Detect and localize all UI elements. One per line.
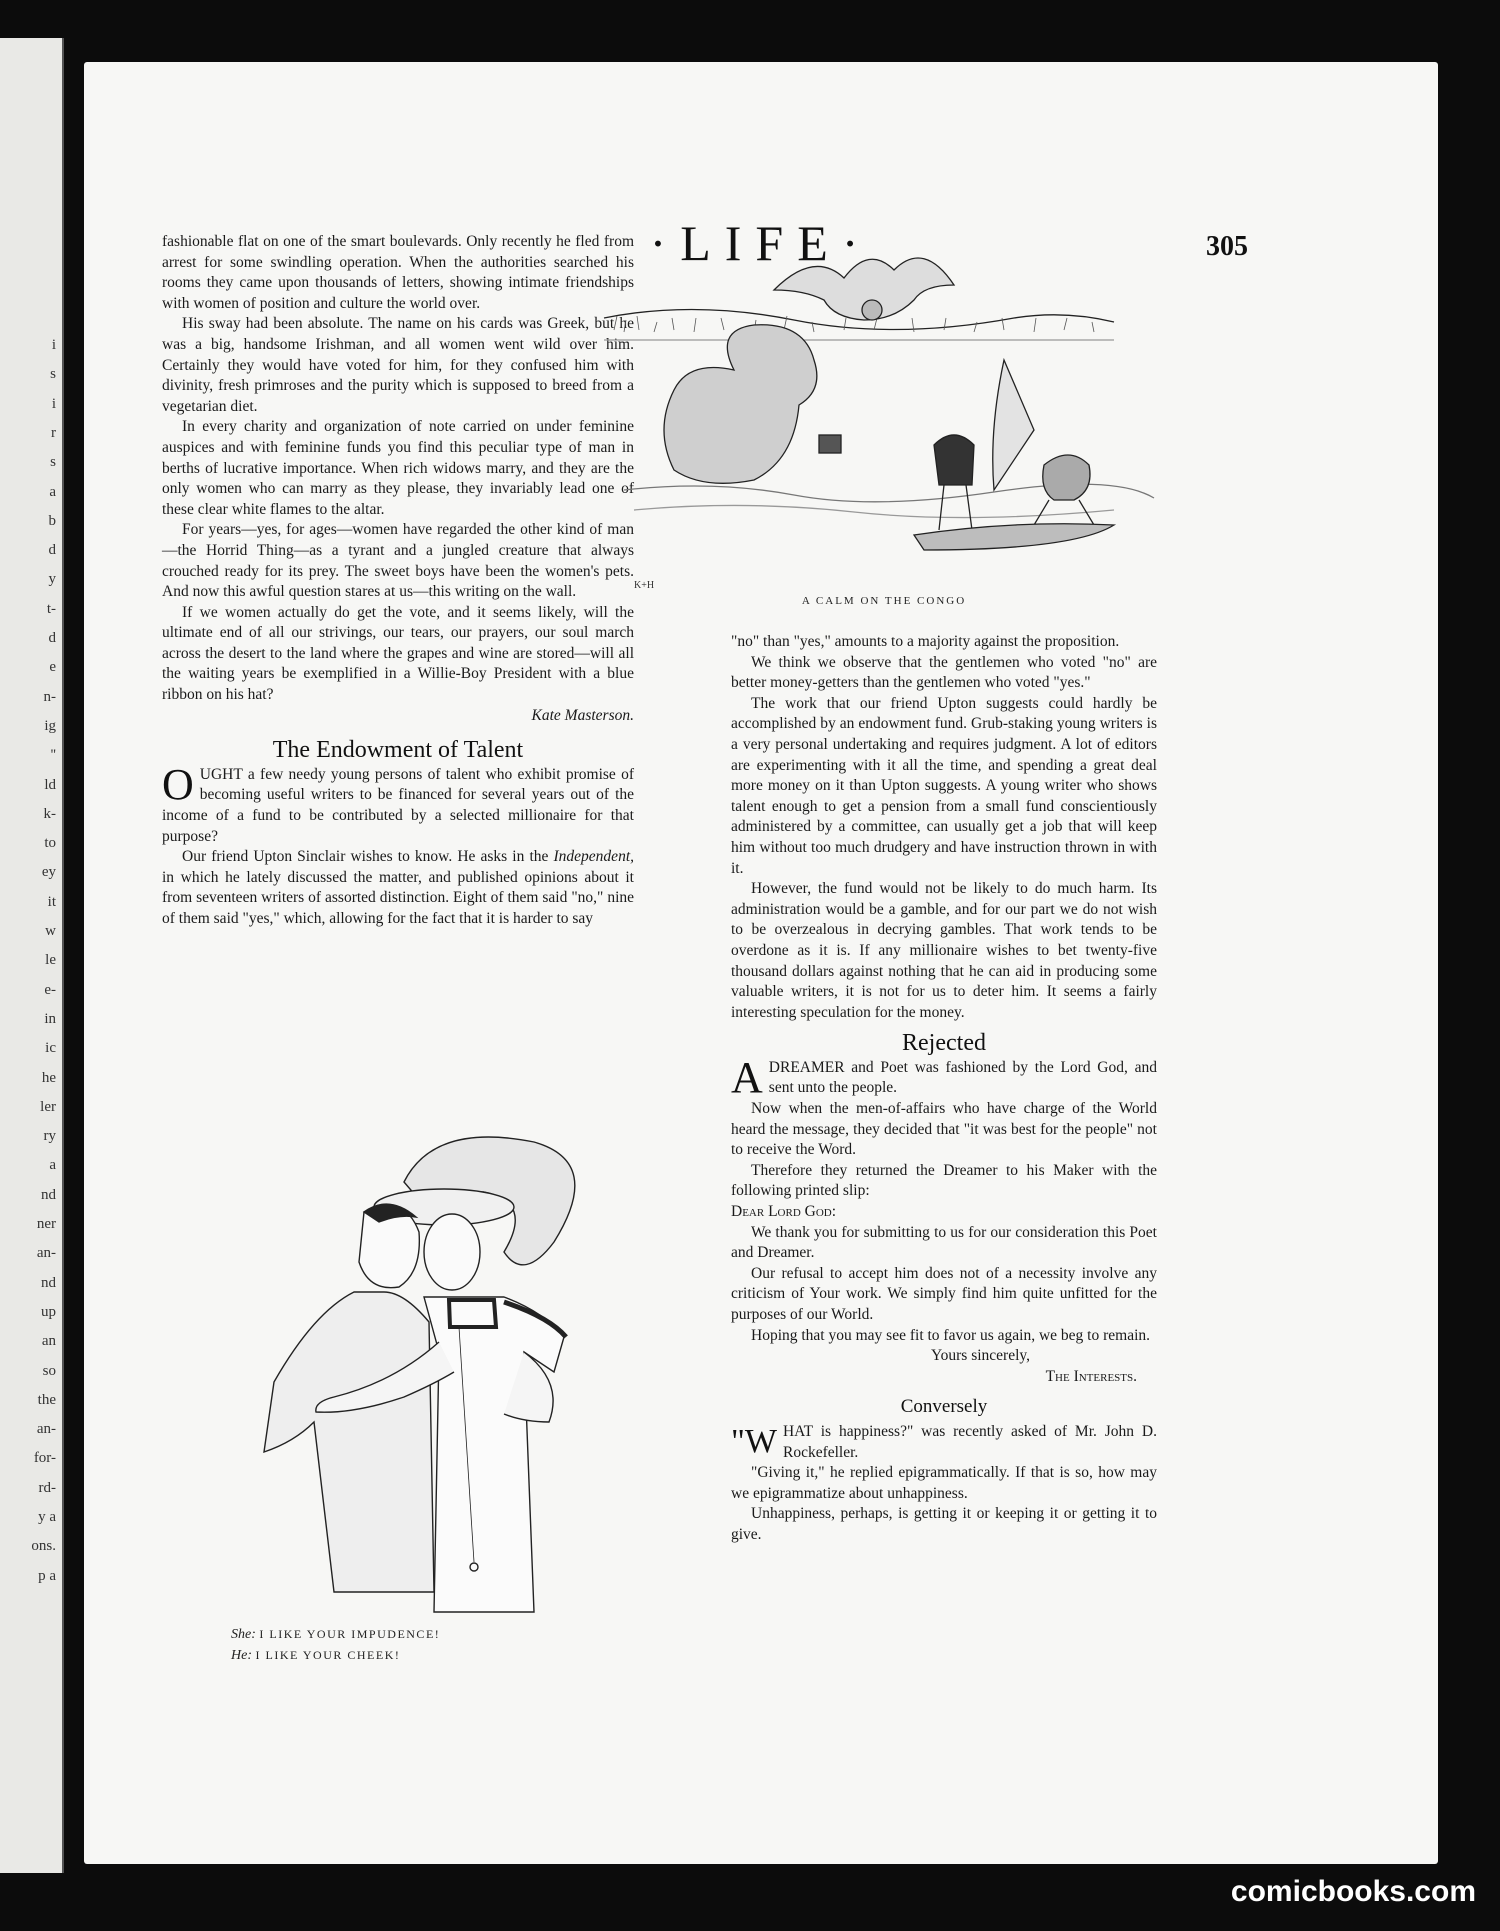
paragraph: Our refusal to accept him does not of a necessity involve any criticism of Your work. We simply find him quite unfitted for the purposes of our World. (731, 1264, 1157, 1323)
left-page-fragment: the (37, 1391, 56, 1408)
cartoon-couple-caption (231, 1624, 440, 1666)
paragraph (162, 759, 634, 847)
left-page-fragment: p a (38, 1567, 56, 1584)
left-page-fragment: a (49, 1157, 56, 1174)
paragraph (731, 1052, 1157, 1102)
paragraph-text: in which he lately discussed the matter, and published opinions about it from seventeen writers of assorted distinction. Eight of them said "no," nine of them said "yes," which, allowing for the fact that it is harder to say (162, 868, 634, 927)
article-title-endowment: The Endowment of Talent (272, 737, 524, 764)
italic-text: Independent, (553, 848, 634, 866)
paragraph: Therefore they returned the Dreamer to his Maker with the following printed slip: (731, 1161, 1157, 1200)
caption-line: I LIKE YOUR CHEEK! (255, 1648, 401, 1662)
paragraph-text: UGHT a few needy young persons of talent who exhibit promise of becoming useful writers to be financed for several years out of the income of a fund to be contributed by a selected millionaire for that purpose? (162, 765, 634, 845)
article-title-rejected: Rejected (902, 1030, 986, 1057)
left-page-fragment: he (41, 1069, 56, 1086)
salutation: Dear Lord God: (731, 1203, 837, 1221)
paragraph: However, the fund would not be likely to do much harm. Its administration would be a gamble, and for our part we do not wish to be overzealous in decrying gambles. That work tends to be overdone as it is. If any millionaire wishes to bet twenty-five thousand dollars against nothing that he can aid in producing some valuable writers, it is not for us to deter him. It seems a fairly interesting speculation for the money. (731, 880, 1157, 1021)
left-page-fragment: up (41, 1303, 56, 1320)
paragraph-text: DREAMER and Poet was fashioned by the Lord God, and sent unto the people. (768, 1058, 1157, 1097)
page-number: 305 (1206, 231, 1248, 262)
left-page-fragment: it (47, 893, 56, 910)
left-page-fragment: ry (43, 1128, 56, 1145)
left-page-fragment: ld (44, 776, 56, 793)
left-page-fragment: an (41, 1333, 56, 1350)
left-page-fragment: ig (44, 717, 56, 734)
closing-sincerely: Yours sincerely, (931, 1347, 1031, 1365)
left-page-fragment: an- (36, 1245, 56, 1262)
left-page-fragment: for- (33, 1450, 56, 1467)
left-page-fragment: an- (36, 1421, 56, 1438)
paragraph (731, 1422, 1157, 1463)
paragraph: fashionable flat on one of the smart boulevards. Only recently he fled from arrest for some swindling operation. When the authorities searched his rooms they came upon thousands of letters, showing intimate friendships with women of position and culture the world over. (162, 233, 634, 312)
left-page-fragment: to (44, 835, 56, 852)
left-page-fragment: nd (41, 1186, 56, 1203)
paragraph: Now when the men-of-affairs who have charge of the World heard the message, they decided that "it was best for the people" not to receive the Word. (731, 1100, 1157, 1159)
paragraph: If we women actually do get the vote, and it seems likely, will the ultimate end of all our strivings, our tears, our prayers, our soul march across the desert to the land where the grapes and wine are stored—will all the waiting years be exemplified in a Willie-Boy President with a blue ribbon on his hat? (162, 603, 634, 704)
left-page-fragment: t- (46, 600, 56, 617)
paragraph: "no" than "yes," amounts to a majority against the proposition. (731, 633, 1120, 650)
left-page-fragment: ey (41, 864, 56, 881)
column-left (162, 232, 634, 930)
left-page-fragment: e- (44, 981, 56, 998)
left-page-fragment: s (50, 454, 56, 471)
left-page-fragment: ic (45, 1040, 56, 1057)
paragraph: For years—yes, for ages—women have regarded the other kind of man—the Horrid Thing—as a tyrant and a jungled creature that always crouched ready for its prey. The sweet boys have been the women's pets. And now this awful question stares at us—this writing on the wall. (162, 521, 634, 601)
closing-sender: The Interests. (1045, 1367, 1137, 1385)
column-right (731, 632, 1157, 1546)
left-page-fragment: nd (41, 1274, 56, 1291)
author-signature: Kate Masterson. (531, 706, 634, 724)
paragraph: The work that our friend Upton suggests could hardly be accomplished by an endowment fund. Grub-staking young writers is a very personal undertaking and requires judgment. A lot of editors are experimenting with it all the time, and spending a great deal more money on it than Upton suggests. A young writer who shows talent enough to get a pension from a small fund conscientiously administered by a committee, can usually get a job that will keep him without too much drudgery and have instruction thrown in with it. (731, 694, 1157, 877)
paragraph-text: HAT is happiness?" was recently asked of Mr. John D. Rockefeller. (782, 1422, 1157, 1461)
caption-speaker: He: (231, 1648, 252, 1663)
left-page-fragment: y a (38, 1509, 56, 1526)
left-page-fragment: a (49, 483, 56, 500)
artist-signature: K+H (634, 580, 655, 591)
left-page-fragment: ons. (31, 1538, 56, 1555)
left-page-fragment: i (51, 337, 56, 353)
cartoon-couple (204, 1122, 634, 1642)
drop-cap: A (731, 1052, 763, 1102)
left-page-strip (0, 38, 64, 1873)
masthead: ·LIFE· (649, 215, 873, 271)
left-page-fragment: d (48, 630, 56, 647)
paragraph: We think we observe that the gentlemen who voted "no" are better money-getters than the gentlemen who voted "yes." (731, 653, 1157, 692)
left-page-fragment: in (44, 1010, 56, 1027)
article-title-conversely: Conversely (900, 1396, 988, 1418)
paragraph (162, 847, 634, 929)
drop-cap: O (162, 759, 194, 809)
paragraph: "Giving it," he replied epigrammatically. If that is so, how may we epigrammatize about unhappiness. (731, 1464, 1157, 1502)
left-page-fragment: ler (40, 1098, 56, 1115)
left-page-fragment: r (51, 424, 56, 441)
paragraph-text: Our friend Upton Sinclair wishes to know. He asks in the (182, 848, 554, 866)
left-page-fragment: i (51, 395, 56, 412)
left-page-fragment: y (48, 571, 56, 588)
magazine-page (84, 62, 1438, 1864)
paragraph: His sway had been absolute. The name on his cards was Greek, but he was a big, handsome Irishman, and all women went wild over him. Certainly they would have voted for him, for they confused him with divinity, fresh primroses and the purity which is supposed to breed from a vegetarian diet. (162, 315, 634, 415)
left-page-fragment: w (45, 923, 56, 940)
left-page-fragment: le (45, 952, 56, 969)
cartoon-caption: A CALM ON THE CONGO (801, 595, 967, 607)
left-page-fragment: so (42, 1362, 56, 1379)
paragraph: Hoping that you may see fit to favor us again, we beg to remain. (751, 1326, 1151, 1344)
paragraph: We thank you for submitting to us for our consideration this Poet and Dreamer. (731, 1223, 1157, 1262)
paragraph: Unhappiness, perhaps, is getting it or keeping it or getting it to give. (731, 1505, 1157, 1543)
left-page-fragment: e (49, 659, 56, 676)
left-page-fragment: k- (43, 805, 56, 822)
left-page-fragment: '' (50, 747, 56, 764)
left-page-fragment: s (50, 366, 56, 383)
left-page-fragment: n- (43, 688, 56, 705)
caption-speaker: She: (231, 1627, 256, 1642)
left-page-fragment: rd- (38, 1479, 56, 1496)
watermark: comicbooks.com (1230, 1875, 1476, 1908)
left-page-fragment: d (48, 542, 56, 559)
left-page-fragment: b (48, 512, 56, 529)
left-page-fragment: ner (36, 1216, 56, 1233)
paragraph: In every charity and organization of note carried on under feminine auspices and with feminine funds you find this peculiar type of man in berths of lucrative importance. When rich widows marry, and they are the only women who can marry as they please, they invariably lead one of these clear white flames to the altar. (162, 418, 634, 518)
cartoon-calm-on-the-congo (594, 230, 1174, 630)
drop-cap: "W (731, 1422, 777, 1460)
caption-line: I LIKE YOUR IMPUDENCE! (259, 1627, 441, 1641)
